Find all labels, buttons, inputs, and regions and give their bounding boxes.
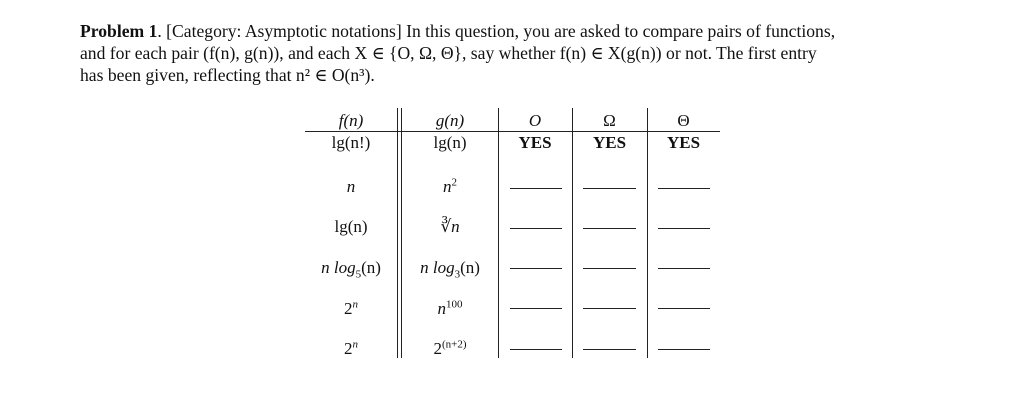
row-4-f-subscript: 5 bbox=[355, 268, 362, 281]
answer-blank-row-3-o[interactable] bbox=[510, 228, 562, 229]
problem-line-2: and for each pair (f(n), g(n)), and each X ∈ {O, Ω, Θ}, say whether f(n) ∈ X(g(n)) or not. The first entry bbox=[80, 43, 817, 63]
answer-blank-row-5-o[interactable] bbox=[510, 308, 562, 309]
answer-blank-row-4-o[interactable] bbox=[510, 268, 562, 269]
row-5-f-base: 2 bbox=[344, 299, 353, 318]
row-2-g-base: n bbox=[443, 177, 452, 196]
row-5-f bbox=[305, 299, 397, 319]
row-6-g-base: 2 bbox=[433, 339, 442, 358]
row-6-g-exponent: (n+2) bbox=[441, 338, 467, 351]
row-3-g: ∛n bbox=[440, 217, 460, 236]
answer-blank-row-4-theta[interactable] bbox=[658, 268, 710, 269]
problem-text-1: . [Category: Asymptotic notations] In this question, you are asked to compare pairs of functions, bbox=[157, 21, 836, 41]
header-g: g(n) bbox=[435, 111, 465, 130]
row-1-g: lg(n) bbox=[433, 133, 467, 152]
row-4-f-arg: (n) bbox=[361, 258, 381, 277]
row-4-g-base: n log bbox=[420, 258, 455, 277]
answer-blank-row-6-theta[interactable] bbox=[658, 349, 710, 350]
answer-blank-row-6-o[interactable] bbox=[510, 349, 562, 350]
header-f: f(n) bbox=[338, 111, 364, 130]
row-1-f: lg(n!) bbox=[331, 133, 371, 152]
row-4-f bbox=[305, 258, 397, 281]
row-5-g-exponent: 100 bbox=[446, 298, 463, 311]
row-5-g-base: n bbox=[437, 299, 446, 318]
row-1-theta: YES bbox=[666, 133, 701, 152]
row-4-g bbox=[402, 258, 498, 281]
answer-blank-row-2-o[interactable] bbox=[510, 188, 562, 189]
row-6-f bbox=[305, 339, 397, 359]
answer-blank-row-3-theta[interactable] bbox=[658, 228, 710, 229]
header-theta: Θ bbox=[677, 111, 690, 130]
answer-blank-row-5-omega[interactable] bbox=[583, 308, 636, 309]
header-omega: Ω bbox=[603, 111, 616, 130]
double-rule-left bbox=[397, 108, 398, 358]
header-o: O bbox=[528, 111, 542, 130]
header-rule bbox=[305, 131, 720, 132]
row-6-f-exponent: n bbox=[352, 338, 358, 351]
answer-blank-row-2-theta[interactable] bbox=[658, 188, 710, 189]
row-5-g bbox=[402, 299, 498, 319]
answer-blank-row-5-theta[interactable] bbox=[658, 308, 710, 309]
answer-blank-row-4-omega[interactable] bbox=[583, 268, 636, 269]
answer-blank-row-3-omega[interactable] bbox=[583, 228, 636, 229]
row-4-g-arg: (n) bbox=[460, 258, 480, 277]
answer-blank-row-6-omega[interactable] bbox=[583, 349, 636, 350]
row-1-o: YES bbox=[518, 133, 552, 152]
problem-line-3: has been given, reflecting that n² ∈ O(n³). bbox=[80, 65, 375, 85]
row-4-f-base: n log bbox=[321, 258, 356, 277]
row-2-g bbox=[402, 177, 498, 197]
row-2-g-exponent: 2 bbox=[451, 176, 457, 189]
row-1-omega: YES bbox=[592, 133, 627, 152]
answer-blank-row-2-omega[interactable] bbox=[583, 188, 636, 189]
row-4-g-subscript: 3 bbox=[454, 268, 461, 281]
row-3-f: lg(n) bbox=[334, 217, 368, 236]
row-5-f-exponent: n bbox=[352, 298, 358, 311]
row-2-f: n bbox=[346, 177, 356, 196]
row-6-g bbox=[402, 339, 498, 359]
problem-heading: Problem 1 bbox=[80, 21, 158, 41]
row-6-f-base: 2 bbox=[344, 339, 353, 358]
